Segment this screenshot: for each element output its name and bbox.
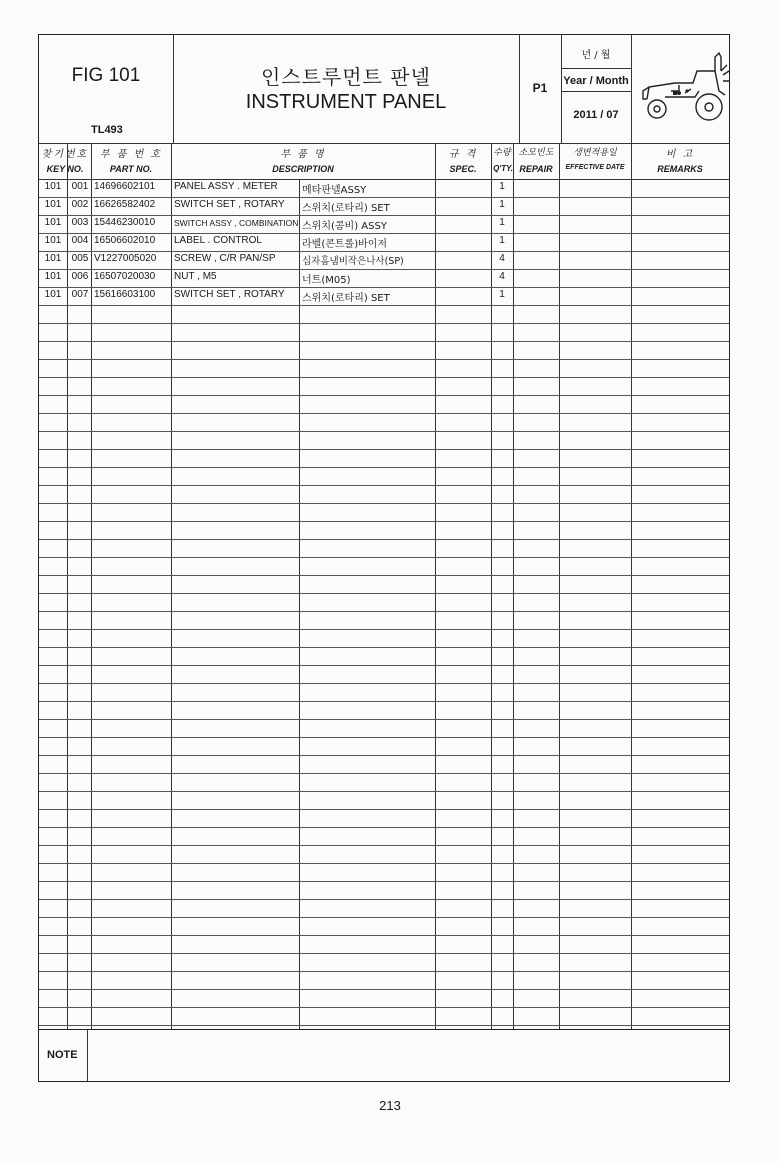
row-rule bbox=[39, 899, 729, 900]
row-rule bbox=[39, 629, 729, 630]
row-key: 001 bbox=[71, 181, 89, 192]
row-rule bbox=[39, 647, 729, 648]
row-rule bbox=[39, 755, 729, 756]
column-divider bbox=[171, 143, 172, 1029]
row-rule bbox=[39, 917, 729, 918]
row-rule bbox=[39, 1025, 729, 1026]
row-part-no: 15446230010 bbox=[94, 217, 156, 228]
column-divider bbox=[91, 143, 92, 1029]
col-effective-date-ko: 생변적용일 bbox=[573, 148, 617, 158]
row-rule bbox=[39, 521, 729, 522]
row-key: 005 bbox=[71, 253, 89, 264]
row-fig: 101 bbox=[44, 199, 62, 210]
year-month-value: 2011 / 07 bbox=[573, 109, 619, 121]
row-rule bbox=[39, 863, 729, 864]
col-key-no-en: KEY NO. bbox=[46, 164, 84, 174]
year-month-label-en: Year / Month bbox=[563, 75, 629, 87]
row-rule bbox=[39, 269, 729, 270]
col-remarks-en: REMARKS bbox=[657, 164, 703, 174]
row-rule bbox=[39, 719, 729, 720]
row-rule bbox=[39, 737, 729, 738]
row-rule bbox=[39, 809, 729, 810]
column-header-divider bbox=[39, 179, 729, 180]
row-desc-en: SWITCH SET , ROTARY bbox=[174, 199, 285, 210]
row-part-no: 16506602010 bbox=[94, 235, 156, 246]
row-rule bbox=[39, 233, 729, 234]
col-part-no-ko: 부 품 번 호 bbox=[99, 149, 163, 160]
row-rule bbox=[39, 251, 729, 252]
row-rule bbox=[39, 989, 729, 990]
row-part-no: 16507020030 bbox=[94, 271, 156, 282]
note-divider bbox=[39, 1029, 729, 1030]
col-qty-ko: 수량 bbox=[493, 148, 511, 158]
col-description-en: DESCRIPTION bbox=[272, 164, 334, 174]
row-rule bbox=[39, 395, 729, 396]
row-rule bbox=[39, 953, 729, 954]
row-desc-en: SCREW , C/R PAN/SP bbox=[174, 253, 276, 264]
row-qty: 1 bbox=[499, 217, 505, 228]
year-month-label-ko: 년 / 월 bbox=[581, 50, 611, 61]
row-desc-en: PANEL ASSY . METER bbox=[174, 181, 278, 192]
row-desc-ko: 스위치(로타리) SET bbox=[302, 293, 390, 304]
row-desc-en: SWITCH ASSY , COMBINATION bbox=[174, 218, 298, 228]
row-rule bbox=[39, 845, 729, 846]
row-rule bbox=[39, 431, 729, 432]
row-qty: 4 bbox=[499, 271, 505, 282]
column-divider bbox=[513, 143, 514, 1029]
row-desc-en: SWITCH SET , ROTARY bbox=[174, 289, 285, 300]
row-rule bbox=[39, 413, 729, 414]
row-rule bbox=[39, 881, 729, 882]
header-divider-h bbox=[561, 68, 631, 69]
row-part-no: 16626582402 bbox=[94, 199, 156, 210]
col-spec-en: SPEC. bbox=[449, 164, 477, 174]
column-divider bbox=[631, 143, 632, 1029]
row-rule bbox=[39, 557, 729, 558]
row-qty: 4 bbox=[499, 253, 505, 264]
col-effective-date-en: EFFECTIVE DATE bbox=[565, 164, 625, 171]
row-part-no: 15616603100 bbox=[94, 289, 156, 300]
row-key: 003 bbox=[71, 217, 89, 228]
col-key-no-ko: 찾기번호 bbox=[41, 149, 89, 160]
row-rule bbox=[39, 305, 729, 306]
row-fig: 101 bbox=[44, 235, 62, 246]
row-rule bbox=[39, 611, 729, 612]
row-rule bbox=[39, 593, 729, 594]
row-rule bbox=[39, 827, 729, 828]
col-repair-ko: 소모빈도 bbox=[518, 148, 554, 158]
row-rule bbox=[39, 215, 729, 216]
row-rule bbox=[39, 791, 729, 792]
column-divider bbox=[299, 179, 300, 1029]
row-key: 002 bbox=[71, 199, 89, 210]
row-rule bbox=[39, 539, 729, 540]
row-part-no: V1227005020 bbox=[94, 253, 157, 264]
row-rule bbox=[39, 773, 729, 774]
row-key: 004 bbox=[71, 235, 89, 246]
row-key: 007 bbox=[71, 289, 89, 300]
row-rule bbox=[39, 197, 729, 198]
row-qty: 1 bbox=[499, 181, 505, 192]
row-qty: 1 bbox=[499, 289, 505, 300]
row-qty: 1 bbox=[499, 199, 505, 210]
row-rule bbox=[39, 359, 729, 360]
row-rule bbox=[39, 341, 729, 342]
column-divider bbox=[67, 143, 68, 1029]
header-divider bbox=[39, 143, 729, 144]
page-number: 213 bbox=[379, 1098, 401, 1113]
row-desc-en: NUT , M5 bbox=[174, 271, 217, 282]
row-key: 006 bbox=[71, 271, 89, 282]
note-label: NOTE bbox=[47, 1049, 78, 1061]
row-desc-ko: 라벨(콘트롤)바이저 bbox=[302, 239, 388, 250]
row-rule bbox=[39, 575, 729, 576]
note-divider-v bbox=[87, 1029, 88, 1081]
row-rule bbox=[39, 665, 729, 666]
row-rule bbox=[39, 503, 729, 504]
row-rule bbox=[39, 377, 729, 378]
row-fig: 101 bbox=[44, 271, 62, 282]
model-label: TL493 bbox=[91, 124, 123, 136]
column-divider bbox=[435, 143, 436, 1029]
parts-sheet bbox=[38, 34, 730, 1082]
title-korean: 인스트루먼트 판넬 bbox=[261, 65, 431, 89]
row-desc-ko: 너트(M05) bbox=[302, 275, 351, 286]
header-divider-h bbox=[561, 91, 631, 92]
col-repair-en: REPAIR bbox=[519, 164, 553, 174]
row-rule bbox=[39, 935, 729, 936]
row-rule bbox=[39, 971, 729, 972]
row-fig: 101 bbox=[44, 289, 62, 300]
row-fig: 101 bbox=[44, 253, 62, 264]
row-rule bbox=[39, 701, 729, 702]
col-part-no-en: PART NO. bbox=[109, 164, 153, 174]
row-rule bbox=[39, 287, 729, 288]
row-desc-ko: 메타판넬ASSY bbox=[302, 185, 367, 196]
row-fig: 101 bbox=[44, 181, 62, 192]
col-spec-ko: 규 격 bbox=[448, 149, 478, 160]
column-divider bbox=[559, 143, 560, 1029]
row-rule bbox=[39, 683, 729, 684]
col-qty-en: Q'TY. bbox=[493, 164, 513, 173]
row-rule bbox=[39, 467, 729, 468]
title-english: INSTRUMENT PANEL bbox=[245, 91, 447, 113]
row-rule bbox=[39, 323, 729, 324]
row-part-no: 14696602101 bbox=[94, 181, 156, 192]
page-ref: P1 bbox=[532, 81, 548, 95]
figure-label: FIG 101 bbox=[71, 65, 141, 86]
row-desc-ko: 스위치(로타리) SET bbox=[302, 203, 390, 214]
row-qty: 1 bbox=[499, 235, 505, 246]
row-rule bbox=[39, 485, 729, 486]
col-remarks-ko: 비 고 bbox=[665, 149, 695, 160]
row-desc-ko: 스위치(콤비) ASSY bbox=[302, 221, 387, 232]
row-desc-en: LABEL . CONTROL bbox=[174, 235, 262, 246]
row-fig: 101 bbox=[44, 217, 62, 228]
row-desc-ko: 십자홈냄비작은나사(SP) bbox=[302, 256, 404, 267]
tractor-icon bbox=[635, 41, 731, 131]
row-rule bbox=[39, 449, 729, 450]
header-divider-v bbox=[631, 35, 632, 143]
row-rule bbox=[39, 1007, 729, 1008]
col-description-ko: 부 품 명 bbox=[280, 149, 326, 160]
